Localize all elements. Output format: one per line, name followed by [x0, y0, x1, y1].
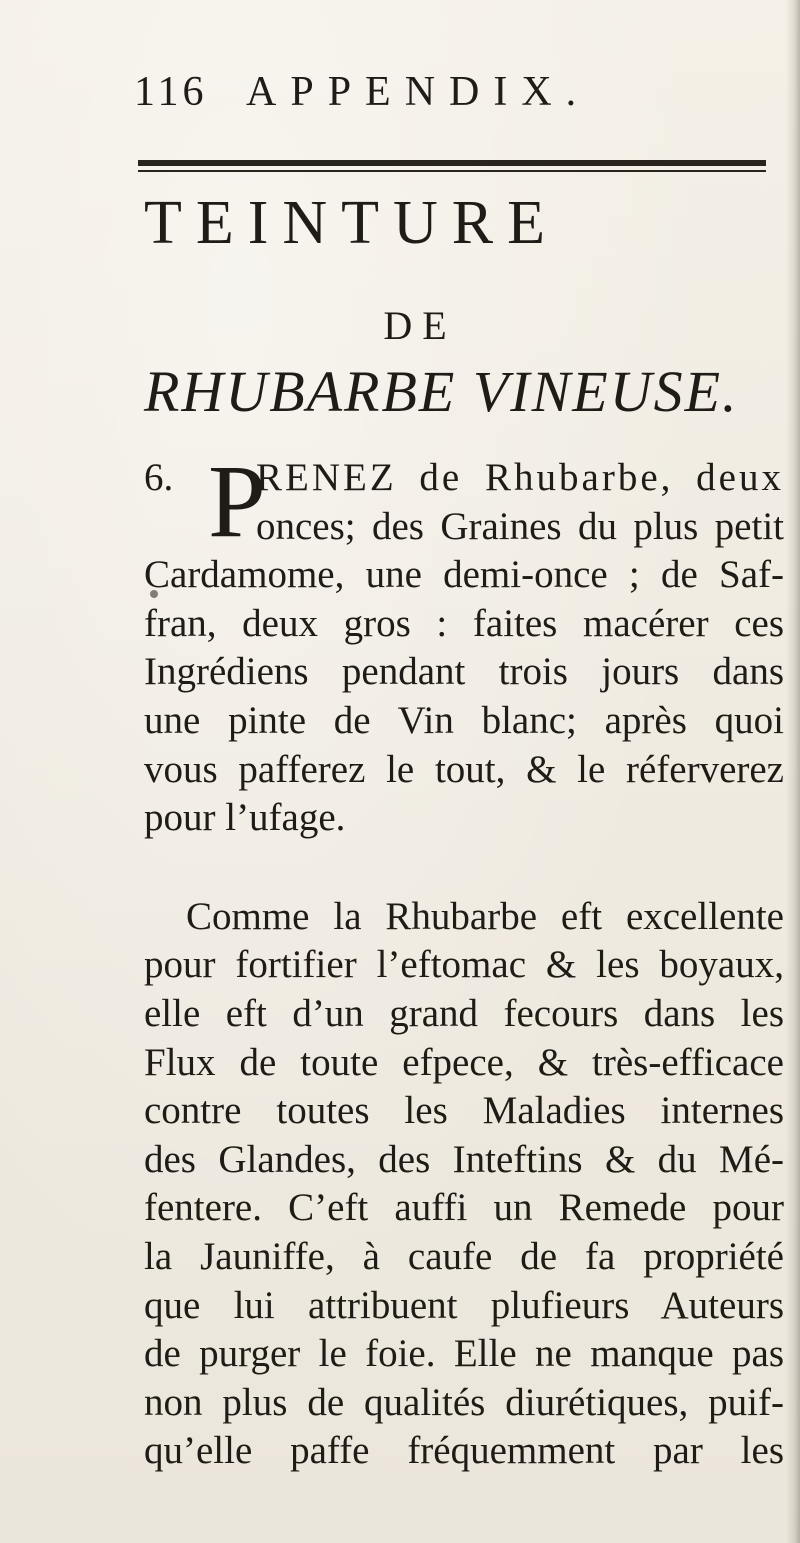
text-line: Cardamome, une demi-once ; de Saf- [144, 553, 784, 597]
text-line: non plus de qualités diurétiques, puif- [144, 1380, 784, 1424]
running-header [134, 68, 774, 120]
page-number: 116 [134, 69, 208, 115]
text-line-content: RENEZ de Rhubarbe, deux [256, 456, 784, 499]
text-line: la Jauniffe, à caufe de fa propriété [144, 1234, 784, 1278]
header-rule-thick [138, 160, 766, 166]
text-line: onces; des Graines du plus petit [256, 504, 784, 548]
paragraph-commentary [144, 893, 784, 1476]
text-line: pour fortifier l’eftomac & les boyaux, [144, 943, 784, 987]
header-rule [138, 160, 766, 176]
section-subtitle: RHUBARBE VINEUSE. [144, 359, 739, 424]
text-line: une pinte de Vin blanc; après quoi [144, 698, 784, 742]
body-text [144, 444, 784, 1476]
running-head: APPENDIX. [246, 69, 591, 115]
section-title: TEINTURE [144, 189, 560, 257]
text-line: Comme la Rhubarbe eft excellente [186, 894, 784, 938]
page-edge-shadow [786, 0, 800, 1543]
text-line: elle eft d’un grand fecours dans les [144, 991, 784, 1035]
drop-cap: P [208, 444, 266, 559]
text-line: pour l’ufage. [144, 796, 346, 840]
text-line: fran, deux gros : faites macérer ces [144, 601, 784, 645]
paragraph-number: 6. [144, 456, 174, 499]
text-line: qu’elle paffe fréquemment par les [144, 1429, 784, 1473]
text-line: fentere. C’eft auffi un Remede pour [144, 1186, 784, 1230]
text-line: Ingrédiens pendant trois jours dans [144, 650, 784, 694]
text-line: Flux de toute efpece, & très-efficace [144, 1040, 784, 1084]
text-line: contre toutes les Maladies internes [144, 1089, 784, 1133]
text-line: de purger le foie. Elle ne manque pas [144, 1332, 784, 1376]
text-line: vous pafferez le tout, & le réferverez [144, 747, 784, 791]
text-line: que lui attribuent plufieurs Auteurs [144, 1283, 784, 1327]
text-line: des Glandes, des Inteftins & du Mé- [144, 1137, 784, 1181]
section-title-connector: DE [383, 303, 457, 348]
header-rule-thin [138, 170, 766, 172]
